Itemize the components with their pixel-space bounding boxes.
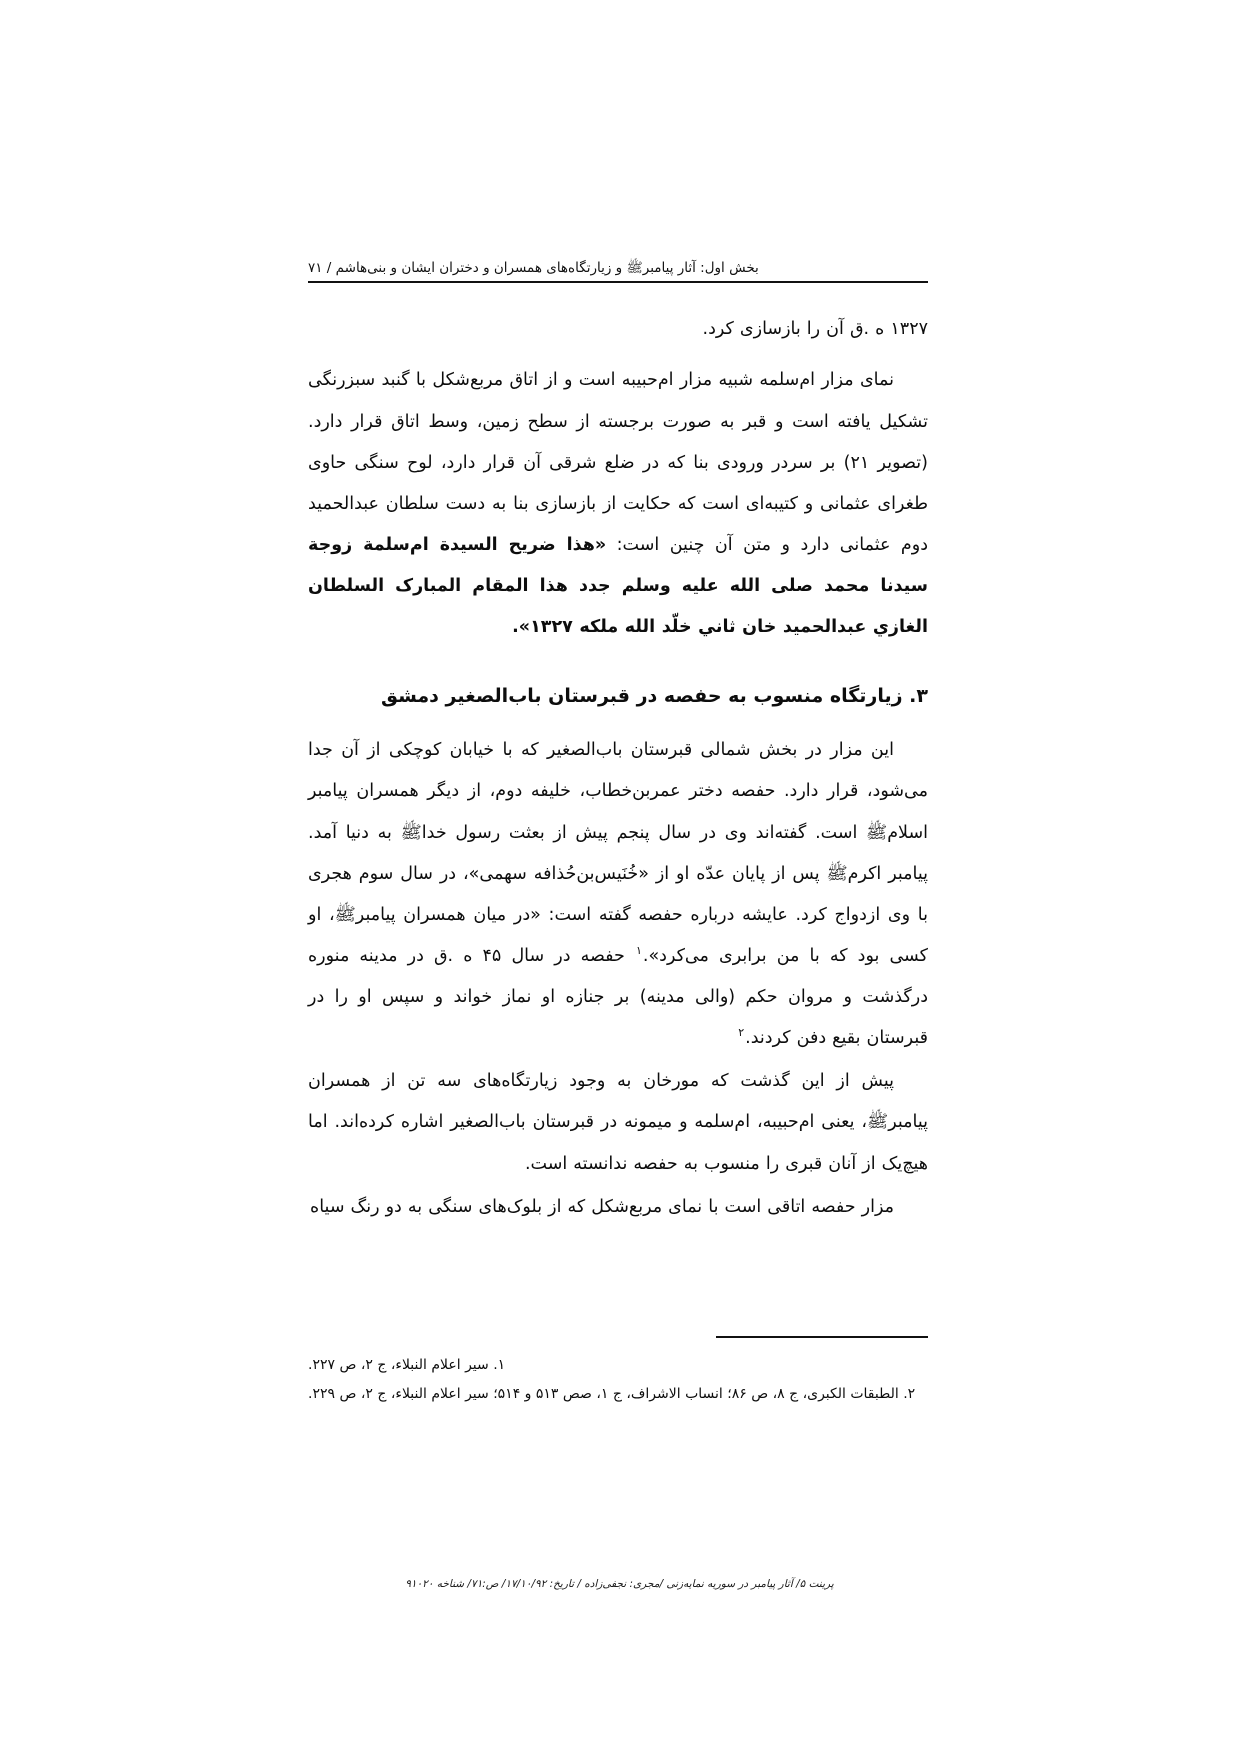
section-heading-hafsa: ۳. زیارتگاه منسوب به حفصه در قبرستان باب‌الصغیر دمشق bbox=[380, 685, 928, 708]
print-production-footer bbox=[0, 1578, 1239, 1590]
footnote-item-2: ۲. الطبقات الکبری، ج ۸، ص ۸۶؛ انساب الاشراف، ج ۱، صص ۵۱۳ و ۵۱۴؛ سیر اعلام النبلاء، ج ۲، ص ۲۲۹. bbox=[308, 1386, 916, 1403]
running-head: بخش اول: آثار پیامبرﷺ و زیارتگاه‌های همسران و دختران ایشان و بنی‌هاشم / ۷۱ bbox=[308, 260, 759, 276]
footnote-ref-1[interactable]: ۱ bbox=[635, 944, 642, 958]
paragraph-text: نمای مزار ام‌سلمه شبیه مزار ام‌حبیبه است و از اتاق مربع‌شکل با گنبد سبزرنگی تشکیل یافته است و قبر به صورت برجسته از سطح زمین، وسط اتاق قرار دارد. (تصویر ۲۱) بر سردر ورودی بنا که در ضلع شرقی آن قرار دارد، لوح سنگی حاوی طغرای عثمانی و کتیبه‌ای است که حکایت از بازسازی بنا به دست سلطان عبدالحمید دوم عثمانی دارد و متن آن چنین است: bbox=[308, 370, 928, 555]
footnotes-section bbox=[308, 1336, 928, 1411]
page-content bbox=[308, 258, 928, 1230]
footnote-ref-2[interactable]: ۲ bbox=[738, 1026, 745, 1040]
paragraph-um-salama-description bbox=[308, 360, 928, 648]
paragraph-continuation: ۱۳۲۷ ه .ق آن را بازسازی کرد. bbox=[702, 319, 928, 340]
paragraph-hafsa-tomb-description: مزار حفصه اتاقی است با نمای مربع‌شکل که از بلوک‌های سنگی به دو رنگ سیاه bbox=[310, 1196, 894, 1217]
footnote-separator-rule bbox=[716, 1336, 928, 1338]
footnote-item-1: ۱. سیر اعلام النبلاء، ج ۲، ص ۲۲۷. bbox=[308, 1357, 506, 1373]
arabic-inscription-text: «هذا ضریح السیدة ام‌سلمة زوجة سیدنا محمد صلی الله علیه وسلم جدد هذا المقام المبارک السلطان الغازي عبدالحمید خان ثاني خلّد الله ملکه ۱۳۲۷». bbox=[308, 534, 928, 638]
paragraph-historians-note: پیش از این گذشت که مورخان به وجود زیارتگاه‌های سه تن از همسران پیامبرﷺ، یعنی ام‌حبیبه، ام‌سلمه و میمونه در قبرستان باب‌الصغیر اشاره کرده‌اند. اما هیچ‌یک از آنان قبری را منسوب به حفصه ندانسته است. bbox=[308, 1071, 928, 1174]
paragraph-hafsa-biography bbox=[308, 730, 928, 1059]
running-head-rule bbox=[308, 258, 928, 283]
paragraph-text-part-2: حفصه در سال ۴۵ ه .ق در مدینه منوره درگذشت و مروان حکم (والی مدینه) بر جنازه او نماز خواند و سپس او را در قبرستان بقیع دفن کردند. bbox=[308, 945, 928, 1049]
paragraph-text-part-1: این مزار در بخش شمالی قبرستان باب‌الصغیر که با خیابان کوچکی از آن جدا می‌شود، قرار دارد. حفصه دختر عمربن‌خطاب، خلیفه دوم، از دیگر همسران پیامبر اسلامﷺ است. گفته‌اند وی در سال پنجم پیش از بعثت رسول خداﷺ به دنیا آمد. پیامبر اکرمﷺ پس از پایان عدّه او از «خُنَیس‌بن‌حُذافه سهمی»، در سال سوم هجری با وی ازدواج کرد. عایشه درباره حفصه گفته است: «در میان همسران پیامبرﷺ، او کسی بود که با من برابری می‌کرد». bbox=[308, 740, 928, 966]
print-production-footer-text: پرینت ۵/ آثار پیامبر در سوریه نمایه‌زنی /مجری: نجفی‌زاده / تاریخ: ۱۷/۱۰/۹۲/ ص:۷۱/ شناخه ۹۱۰۲۰ bbox=[405, 1578, 834, 1590]
